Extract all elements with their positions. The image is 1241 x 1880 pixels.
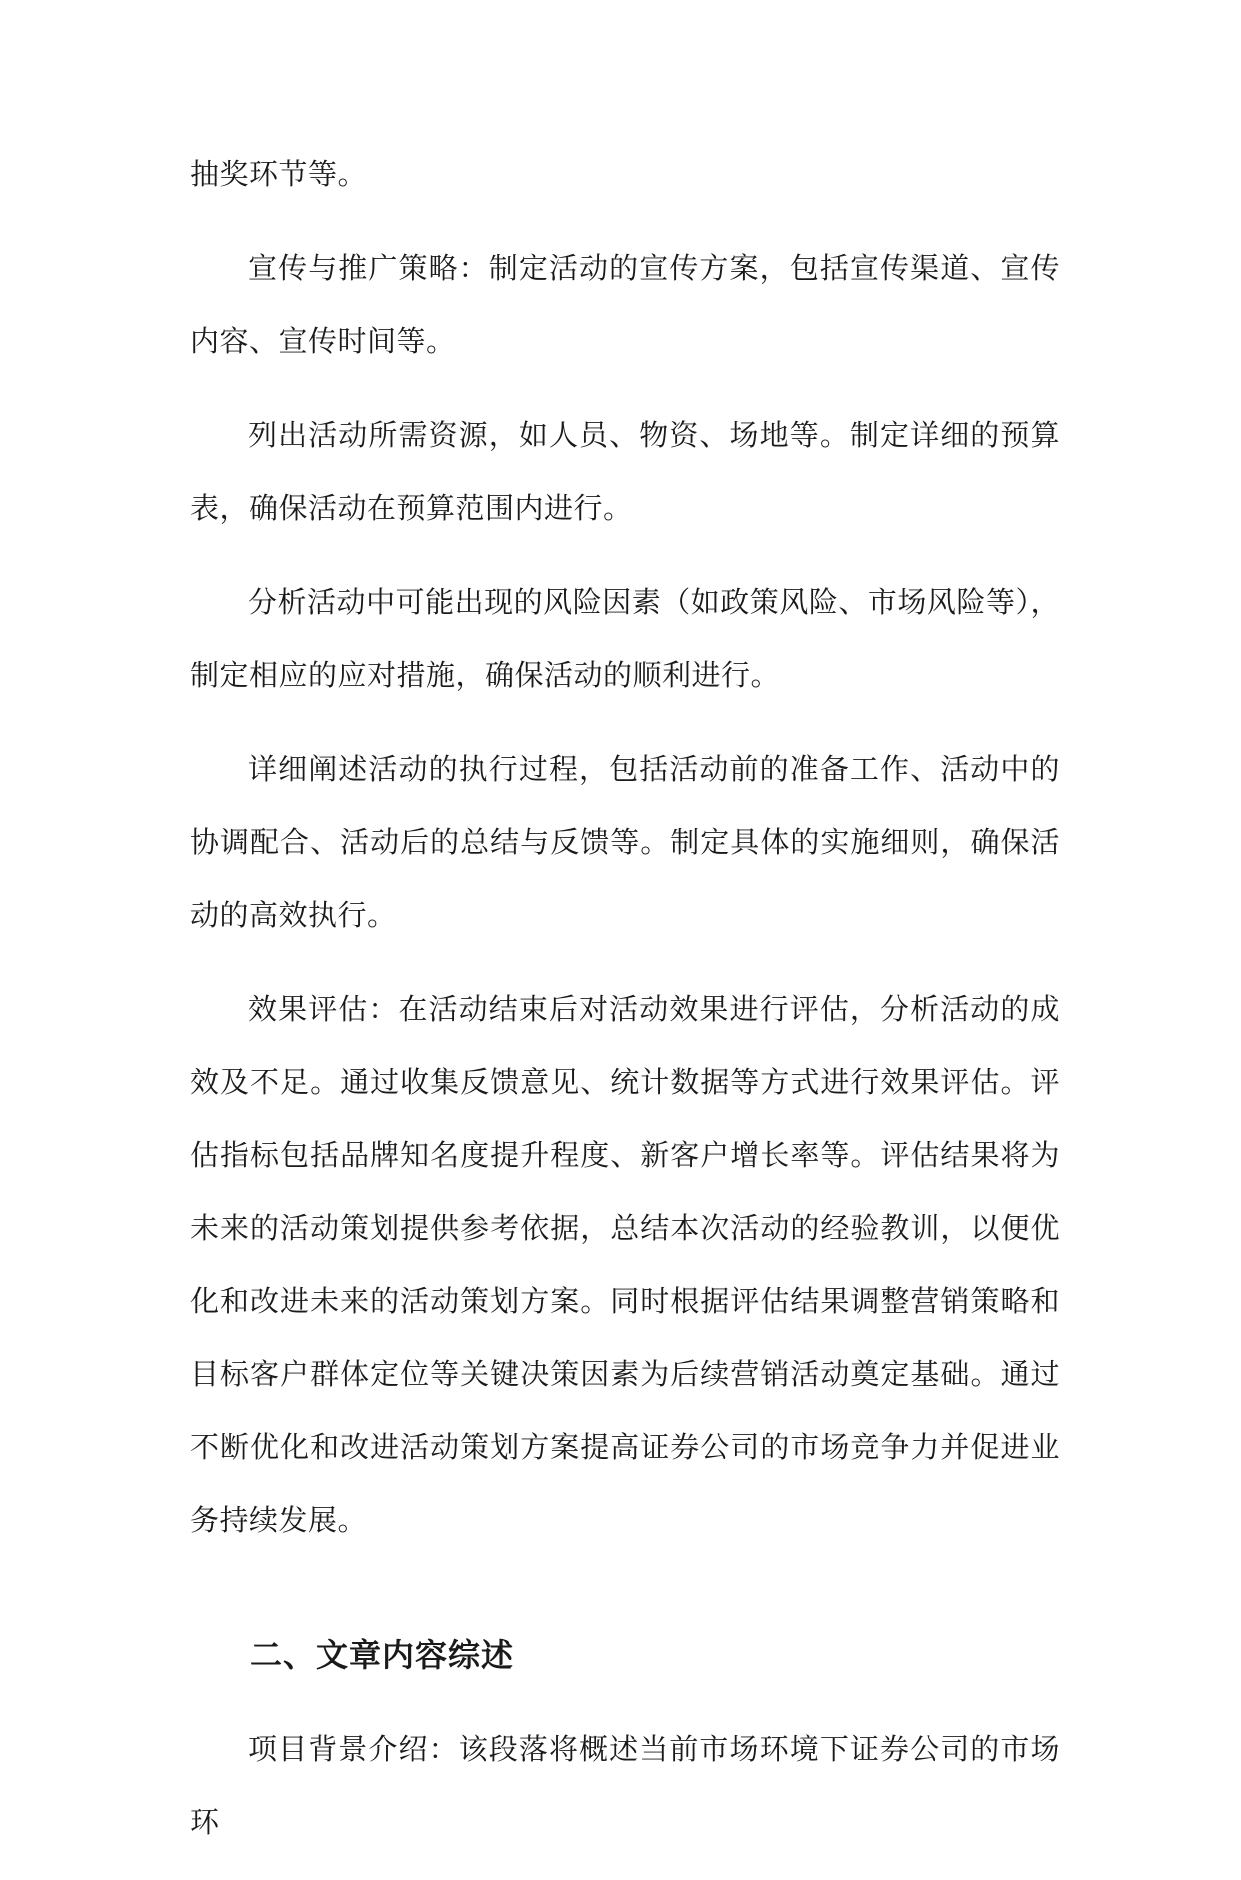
document-body (190, 138, 1060, 1880)
paragraph-resources-budget: 列出活动所需资源，如人员、物资、场地等。制定详细的预算表，确保活动在预算范围内进行。 (190, 418, 1060, 525)
paragraph-continuation: 抽奖环节等。 (190, 157, 368, 191)
section-heading: 二、文章内容综述 (250, 1636, 515, 1674)
paragraph-execution-process: 详细阐述活动的执行过程，包括活动前的准备工作、活动中的协调配合、活动后的总结与反馈等。制定具体的实施细则，确保活动的高效执行。 (190, 752, 1060, 932)
paragraph-effect-evaluation: 效果评估：在活动结束后对活动效果进行评估，分析活动的成效及不足。通过收集反馈意见、统计数据等方式进行效果评估。评估指标包括品牌知名度提升程度、新客户增长率等。评估结果将为未来的活动策划提供参考依据，总结本次活动的经验教训，以便优化和改进未来的活动策划方案。同时根据评估结果调整营销策略和目标客户群体定位等关键决策因素为后续营销活动奠定基础。通过不断优化和改进活动策划方案提高证券公司的市场竞争力并促进业务持续发展。 (190, 992, 1060, 1537)
paragraph-project-background: 项目背景介绍：该段落将概述当前市场环境下证券公司的市场环 (190, 1732, 1060, 1839)
paragraph-promotion-strategy: 宣传与推广策略：制定活动的宣传方案，包括宣传渠道、宣传内容、宣传时间等。 (190, 251, 1060, 358)
paragraph-risk-analysis: 分析活动中可能出现的风险因素（如政策风险、市场风险等），制定相应的应对措施，确保活动的顺利进行。 (190, 585, 1060, 692)
